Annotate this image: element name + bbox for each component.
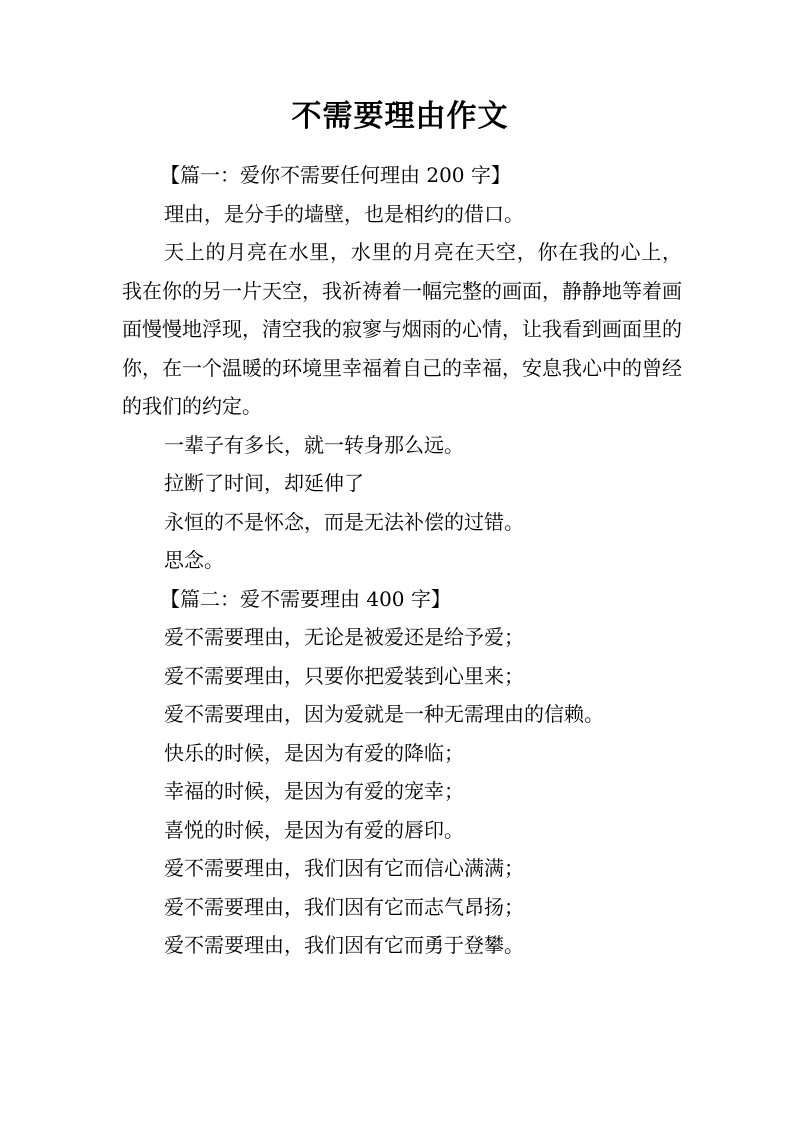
paragraph: 爱不需要理由，我们因有它而志气昂扬； — [164, 894, 524, 919]
paragraph: 永恒的不是怀念，而是无法补偿的过错。 — [164, 509, 524, 534]
paragraph: 爱不需要理由，我们因有它而信心满满； — [164, 856, 524, 880]
paragraph: 爱不需要理由，无论是被爱还是给予爱； — [164, 625, 524, 649]
paragraph: 爱不需要理由，因为爱就是一种无需理由的信赖。 — [164, 702, 604, 726]
paragraph: 幸福的时候，是因为有爱的宠幸； — [164, 779, 464, 803]
paragraph: 爱不需要理由，只要你把爱装到心里来； — [164, 663, 524, 688]
paragraph: 快乐的时候，是因为有爱的降临； — [164, 740, 464, 765]
paragraph: 理由，是分手的墙壁，也是相约的借口。 — [164, 201, 524, 226]
section-heading-2: 【篇二：爱不需要理由 400 字】 — [160, 586, 451, 611]
paragraph: 天上的月亮在水里，水里的月亮在天空，你在我的心上，我在你的另一片天空，我祈祷着一幅完整的画面，静静地等着画面慢慢地浮现，清空我的寂寥与烟雨的心情，让我看到画面里的你，在一个温暖的环境里幸福着自己的幸福，安息我心中的曾经的我们的约定。 — [122, 240, 682, 418]
document-title: 不需要理由作文 — [291, 99, 509, 134]
paragraph: 一辈子有多长，就一转身那么远。 — [164, 432, 464, 457]
section-heading-1: 【篇一：爱你不需要任何理由 200 字】 — [160, 163, 511, 187]
paragraph: 思念。 — [164, 548, 224, 572]
paragraph: 喜悦的时候，是因为有爱的唇印。 — [164, 817, 464, 842]
paragraph: 拉断了时间，却延伸了 — [164, 471, 364, 495]
paragraph: 爱不需要理由，我们因有它而勇于登攀。 — [164, 933, 524, 957]
document-body — [122, 156, 682, 965]
